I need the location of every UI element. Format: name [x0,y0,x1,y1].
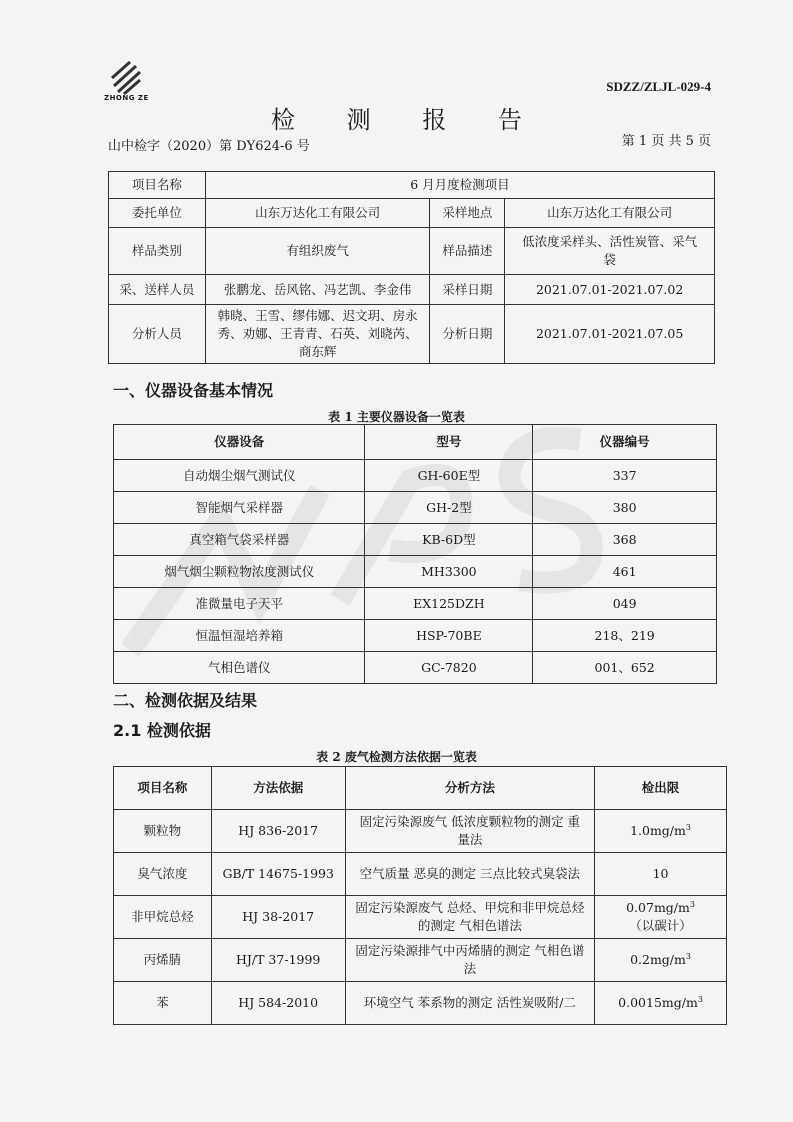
equipment-cell: 049 [533,588,717,620]
section-heading-equipment: 一、仪器设备基本情况 [113,381,274,400]
info-table [108,171,715,364]
limit-superscript: 3 [685,951,691,961]
method-limit-cell: $1.0mg/m^3$ [595,810,727,853]
site-value: 山东万达化工有限公司 [505,199,715,228]
method-item-cell: 非甲烷总烃 [114,896,212,939]
method-analysis-cell: 固定污染源废气 总烃、甲烷和非甲烷总烃的测定 气相色谱法 [345,896,594,939]
method-analysis-cell: 空气质量 恶臭的测定 三点比较式臭袋法 [345,853,594,896]
equipment-cell: GH-60E型 [365,460,533,492]
section-heading-basis: 二、检测依据及结果 [113,691,258,710]
site-label: 采样地点 [430,199,505,228]
method-basis-cell: HJ 38-2017 [211,896,345,939]
document-code: SDZZ/ZLJL-029-4 [606,79,711,94]
equipment-cell: 气相色谱仪 [114,652,365,684]
equipment-cell: 337 [533,460,717,492]
limit-note: （以碳计） [629,918,692,933]
sample-type-label: 样品类别 [109,228,206,275]
report-number: 山中检字（2020）第 DY624-6 号 [108,139,310,154]
equipment-header-1: 型号 [365,425,533,460]
equipment-row [114,460,717,492]
sample-desc-value: 低浓度采样头、活性炭管、采气袋 [505,228,715,275]
method-item-cell: 臭气浓度 [114,853,212,896]
equipment-cell: GH-2型 [365,492,533,524]
analyst-label: 分析人员 [109,305,206,364]
method-row [114,982,727,1025]
equipment-header-2: 仪器编号 [533,425,717,460]
method-row [114,939,727,982]
table2-caption: 表 2 废气检测方法依据一览表 [316,750,477,764]
method-item-cell: 丙烯腈 [114,939,212,982]
method-header-3: 检出限 [595,767,727,810]
method-header-1: 方法依据 [211,767,345,810]
equipment-row [114,620,717,652]
equipment-row [114,588,717,620]
equipment-cell: 380 [533,492,717,524]
equipment-cell: 智能烟气采样器 [114,492,365,524]
equipment-cell: 461 [533,556,717,588]
method-limit-cell: $0.2mg/m^3$ [595,939,727,982]
method-item-cell: 颗粒物 [114,810,212,853]
equipment-cell: 烟气烟尘颗粒物浓度测试仪 [114,556,365,588]
limit-superscript: 3 [689,899,695,909]
sampler-label: 采、送样人员 [109,275,206,305]
equipment-cell: 自动烟尘烟气测试仪 [114,460,365,492]
equipment-cell: GC-7820 [365,652,533,684]
equipment-cell: 368 [533,524,717,556]
client-value: 山东万达化工有限公司 [205,199,430,228]
page-number: 第 1 页 共 5 页 [621,134,711,149]
analyst-value: 韩晓、王雪、缪伟娜、迟文玥、房永秀、劝娜、王青青、石英、刘晓芮、商东辉 [205,305,430,364]
method-limit-cell: $0.0015mg/m^3$ [595,982,727,1025]
method-analysis-cell: 固定污染源排气中丙烯腈的测定 气相色谱法 [345,939,594,982]
method-header-0: 项目名称 [114,767,212,810]
equipment-table [113,424,717,684]
document-title: 检 测 报 告 [271,106,544,134]
client-label: 委托单位 [109,199,206,228]
method-limit-cell: $0.07mg/m^3$ （以碳计） [595,896,727,939]
equipment-row [114,556,717,588]
method-table [113,766,727,1025]
sampler-value: 张鹏龙、岳风铭、冯艺凯、李金伟 [205,275,430,305]
equipment-cell: 恒温恒湿培养箱 [114,620,365,652]
method-item-cell: 苯 [114,982,212,1025]
table1-caption: 表 1 主要仪器设备一览表 [328,410,465,424]
project-value: 6 月月度检测项目 [205,172,714,199]
subsection-heading-basis: 2.1 检测依据 [113,721,211,740]
method-analysis-cell: 固定污染源废气 低浓度颗粒物的测定 重量法 [345,810,594,853]
equipment-cell: KB-6D型 [365,524,533,556]
method-basis-cell: GB/T 14675-1993 [211,853,345,896]
method-header-2: 分析方法 [345,767,594,810]
method-row [114,810,727,853]
equipment-cell: 218、219 [533,620,717,652]
equipment-cell: 真空箱气袋采样器 [114,524,365,556]
equipment-row [114,524,717,556]
equipment-cell: 001、652 [533,652,717,684]
equipment-cell: MH3300 [365,556,533,588]
method-row [114,853,727,896]
sample-date-value: 2021.07.01-2021.07.02 [505,275,715,305]
method-basis-cell: HJ 584-2010 [211,982,345,1025]
equipment-row [114,652,717,684]
sample-desc-label: 样品描述 [430,228,505,275]
method-basis-cell: HJ/T 37-1999 [211,939,345,982]
sample-date-label: 采样日期 [430,275,505,305]
method-limit-cell: 10 [595,853,727,896]
equipment-row [114,492,717,524]
logo-text: ZHONG ZE [104,94,149,102]
method-basis-cell: HJ 836-2017 [211,810,345,853]
equipment-cell: EX125DZH [365,588,533,620]
equipment-cell: HSP-70BE [365,620,533,652]
equipment-cell: 准微量电子天平 [114,588,365,620]
limit-superscript: 3 [685,822,691,832]
equipment-header-0: 仪器设备 [114,425,365,460]
limit-superscript: 3 [697,994,703,1004]
method-row [114,896,727,939]
analysis-date-value: 2021.07.01-2021.07.05 [505,305,715,364]
analysis-date-label: 分析日期 [430,305,505,364]
sample-type-value: 有组织废气 [205,228,430,275]
method-analysis-cell: 环境空气 苯系物的测定 活性炭吸附/二 [345,982,594,1025]
project-label: 项目名称 [109,172,206,199]
